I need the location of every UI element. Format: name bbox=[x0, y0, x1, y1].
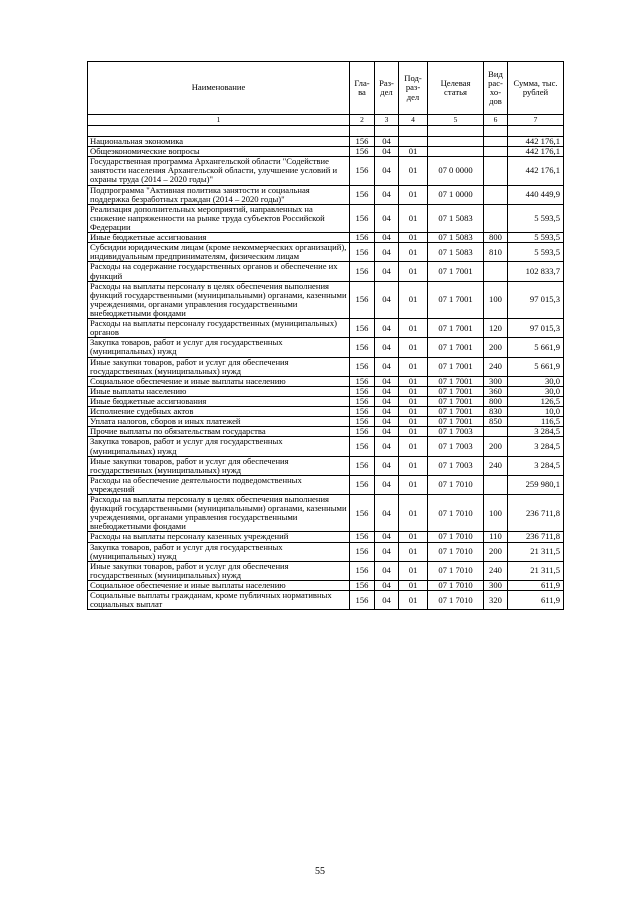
cell-target: 07 1 5083 bbox=[428, 243, 484, 262]
cell-vid: 810 bbox=[484, 243, 508, 262]
column-number: 6 bbox=[484, 115, 508, 126]
cell-vid: 320 bbox=[484, 591, 508, 610]
cell-name: Прочие выплаты по обязательствам государства bbox=[88, 427, 350, 437]
cell-sum: 21 311,5 bbox=[508, 542, 564, 561]
cell-podrazdel: 01 bbox=[399, 204, 428, 232]
cell-glava: 156 bbox=[350, 495, 375, 532]
cell-podrazdel: 01 bbox=[399, 396, 428, 406]
cell-glava: 156 bbox=[350, 407, 375, 417]
cell-glava: 156 bbox=[350, 281, 375, 318]
cell-razdel: 04 bbox=[375, 532, 399, 542]
table-row bbox=[88, 475, 564, 494]
cell-name: Иные закупки товаров, работ и услуг для обеспечения государственных (муниципальных) нужд bbox=[88, 561, 350, 580]
table-row bbox=[88, 427, 564, 437]
cell-name: Социальное обеспечение и иные выплаты населению bbox=[88, 581, 350, 591]
empty-cell bbox=[484, 126, 508, 137]
cell-razdel: 04 bbox=[375, 437, 399, 456]
table-row bbox=[88, 147, 564, 157]
cell-podrazdel: 01 bbox=[399, 542, 428, 561]
table-row bbox=[88, 157, 564, 185]
cell-target: 07 0 0000 bbox=[428, 157, 484, 185]
cell-name: Расходы на выплаты персоналу в целях обеспечения выполнения функций государственными (муниципальными) органами, казенными учреждениями, органами управления государственными внебюджетными фондами bbox=[88, 281, 350, 318]
header-vid: Вид рас-хо-дов bbox=[484, 62, 508, 115]
cell-target: 07 1 7010 bbox=[428, 532, 484, 542]
table-header bbox=[88, 62, 564, 115]
cell-vid bbox=[484, 262, 508, 281]
cell-vid bbox=[484, 185, 508, 204]
cell-target: 07 1 7010 bbox=[428, 495, 484, 532]
table-row bbox=[88, 338, 564, 357]
cell-podrazdel: 01 bbox=[399, 262, 428, 281]
cell-target: 07 1 7003 bbox=[428, 427, 484, 437]
cell-name: Социальные выплаты гражданам, кроме публичных нормативных социальных выплат bbox=[88, 591, 350, 610]
cell-razdel: 04 bbox=[375, 157, 399, 185]
spacer-row bbox=[88, 126, 564, 137]
empty-cell bbox=[88, 126, 350, 137]
cell-sum: 5 661,9 bbox=[508, 357, 564, 376]
cell-name: Субсидии юридическим лицам (кроме некоммерческих организаций), индивидуальным предпринимателям, физическим лицам bbox=[88, 243, 350, 262]
cell-name: Закупка товаров, работ и услуг для государственных (муниципальных) нужд bbox=[88, 338, 350, 357]
cell-razdel: 04 bbox=[375, 542, 399, 561]
cell-razdel: 04 bbox=[375, 581, 399, 591]
column-number: 4 bbox=[399, 115, 428, 126]
cell-name: Реализация дополнительных мероприятий, направленных на снижение напряженности на рынке труда субъектов Российской Федерации bbox=[88, 204, 350, 232]
cell-vid bbox=[484, 147, 508, 157]
cell-vid: 240 bbox=[484, 456, 508, 475]
cell-target: 07 1 7001 bbox=[428, 396, 484, 406]
table-row bbox=[88, 437, 564, 456]
cell-sum: 442 176,1 bbox=[508, 147, 564, 157]
table-row bbox=[88, 495, 564, 532]
cell-glava: 156 bbox=[350, 542, 375, 561]
table-row bbox=[88, 581, 564, 591]
cell-podrazdel: 01 bbox=[399, 281, 428, 318]
cell-vid bbox=[484, 157, 508, 185]
table-row bbox=[88, 417, 564, 427]
cell-vid: 800 bbox=[484, 233, 508, 243]
cell-sum: 5 593,5 bbox=[508, 243, 564, 262]
empty-cell bbox=[428, 126, 484, 137]
cell-sum: 10,0 bbox=[508, 407, 564, 417]
table-row bbox=[88, 243, 564, 262]
table-body bbox=[88, 115, 564, 610]
cell-sum: 442 176,1 bbox=[508, 157, 564, 185]
cell-target: 07 1 7001 bbox=[428, 262, 484, 281]
cell-vid: 360 bbox=[484, 386, 508, 396]
cell-name: Подпрограмма "Активная политика занятости и социальная поддержка безработных граждан (2014 – 2020 годы)" bbox=[88, 185, 350, 204]
cell-podrazdel: 01 bbox=[399, 532, 428, 542]
empty-cell bbox=[375, 126, 399, 137]
cell-razdel: 04 bbox=[375, 147, 399, 157]
column-number: 1 bbox=[88, 115, 350, 126]
header-name: Наименование bbox=[88, 62, 350, 115]
cell-razdel: 04 bbox=[375, 407, 399, 417]
empty-cell bbox=[508, 126, 564, 137]
cell-target: 07 1 7001 bbox=[428, 386, 484, 396]
cell-razdel: 04 bbox=[375, 262, 399, 281]
table-row bbox=[88, 532, 564, 542]
cell-razdel: 04 bbox=[375, 357, 399, 376]
cell-target bbox=[428, 147, 484, 157]
cell-sum: 97 015,3 bbox=[508, 281, 564, 318]
cell-name: Национальная экономика bbox=[88, 137, 350, 147]
cell-razdel: 04 bbox=[375, 204, 399, 232]
cell-glava: 156 bbox=[350, 475, 375, 494]
cell-podrazdel: 01 bbox=[399, 243, 428, 262]
header-sum: Сумма, тыс. рублей bbox=[508, 62, 564, 115]
cell-glava: 156 bbox=[350, 437, 375, 456]
column-number-row bbox=[88, 115, 564, 126]
cell-sum: 5 593,5 bbox=[508, 204, 564, 232]
cell-glava: 156 bbox=[350, 243, 375, 262]
cell-podrazdel: 01 bbox=[399, 376, 428, 386]
cell-target: 07 1 7001 bbox=[428, 357, 484, 376]
cell-vid bbox=[484, 475, 508, 494]
cell-target: 07 1 5083 bbox=[428, 233, 484, 243]
cell-target: 07 1 7001 bbox=[428, 338, 484, 357]
page-number: 55 bbox=[315, 866, 325, 877]
cell-vid: 200 bbox=[484, 542, 508, 561]
cell-name: Иные закупки товаров, работ и услуг для обеспечения государственных (муниципальных) нужд bbox=[88, 357, 350, 376]
cell-target: 07 1 7001 bbox=[428, 319, 484, 338]
table-row bbox=[88, 591, 564, 610]
cell-razdel: 04 bbox=[375, 591, 399, 610]
cell-glava: 156 bbox=[350, 396, 375, 406]
cell-target: 07 1 7010 bbox=[428, 561, 484, 580]
column-number: 5 bbox=[428, 115, 484, 126]
cell-glava: 156 bbox=[350, 427, 375, 437]
cell-name: Социальное обеспечение и иные выплаты населению bbox=[88, 376, 350, 386]
cell-name: Расходы на выплаты персоналу в целях обеспечения выполнения функций государственными (муниципальными) органами, казенными учреждениями, органами управления государственными внебюджетными фондами bbox=[88, 495, 350, 532]
cell-glava: 156 bbox=[350, 591, 375, 610]
cell-razdel: 04 bbox=[375, 475, 399, 494]
cell-glava: 156 bbox=[350, 262, 375, 281]
cell-vid: 100 bbox=[484, 281, 508, 318]
cell-sum: 3 284,5 bbox=[508, 456, 564, 475]
cell-vid: 240 bbox=[484, 561, 508, 580]
cell-razdel: 04 bbox=[375, 338, 399, 357]
cell-name: Иные выплаты населению bbox=[88, 386, 350, 396]
cell-target: 07 1 7001 bbox=[428, 407, 484, 417]
cell-podrazdel: 01 bbox=[399, 147, 428, 157]
cell-vid: 120 bbox=[484, 319, 508, 338]
cell-podrazdel: 01 bbox=[399, 338, 428, 357]
cell-target: 07 1 7010 bbox=[428, 542, 484, 561]
cell-podrazdel: 01 bbox=[399, 407, 428, 417]
cell-glava: 156 bbox=[350, 561, 375, 580]
cell-vid: 300 bbox=[484, 581, 508, 591]
cell-razdel: 04 bbox=[375, 185, 399, 204]
cell-razdel: 04 bbox=[375, 386, 399, 396]
cell-sum: 3 284,5 bbox=[508, 437, 564, 456]
cell-target: 07 1 7003 bbox=[428, 456, 484, 475]
cell-razdel: 04 bbox=[375, 396, 399, 406]
cell-sum: 442 176,1 bbox=[508, 137, 564, 147]
cell-vid: 100 bbox=[484, 495, 508, 532]
cell-name: Закупка товаров, работ и услуг для государственных (муниципальных) нужд bbox=[88, 542, 350, 561]
cell-podrazdel: 01 bbox=[399, 437, 428, 456]
cell-vid: 850 bbox=[484, 417, 508, 427]
table-row bbox=[88, 561, 564, 580]
cell-podrazdel: 01 bbox=[399, 475, 428, 494]
cell-podrazdel: 01 bbox=[399, 495, 428, 532]
cell-target: 07 1 0000 bbox=[428, 185, 484, 204]
cell-sum: 236 711,8 bbox=[508, 495, 564, 532]
cell-sum: 97 015,3 bbox=[508, 319, 564, 338]
column-number: 3 bbox=[375, 115, 399, 126]
cell-glava: 156 bbox=[350, 338, 375, 357]
cell-sum: 3 284,5 bbox=[508, 427, 564, 437]
cell-glava: 156 bbox=[350, 532, 375, 542]
cell-podrazdel bbox=[399, 137, 428, 147]
cell-target: 07 1 7010 bbox=[428, 591, 484, 610]
cell-razdel: 04 bbox=[375, 417, 399, 427]
cell-name: Расходы на выплаты персоналу государственных (муниципальных) органов bbox=[88, 319, 350, 338]
cell-sum: 611,9 bbox=[508, 591, 564, 610]
cell-podrazdel: 01 bbox=[399, 185, 428, 204]
cell-sum: 5 593,5 bbox=[508, 233, 564, 243]
cell-sum: 116,5 bbox=[508, 417, 564, 427]
cell-glava: 156 bbox=[350, 417, 375, 427]
cell-podrazdel: 01 bbox=[399, 157, 428, 185]
cell-target: 07 1 7003 bbox=[428, 437, 484, 456]
cell-podrazdel: 01 bbox=[399, 233, 428, 243]
cell-glava: 156 bbox=[350, 386, 375, 396]
cell-sum: 30,0 bbox=[508, 386, 564, 396]
cell-sum: 102 833,7 bbox=[508, 262, 564, 281]
header-razdel: Раз-дел bbox=[375, 62, 399, 115]
cell-glava: 156 bbox=[350, 319, 375, 338]
cell-sum: 259 980,1 bbox=[508, 475, 564, 494]
table-row bbox=[88, 386, 564, 396]
cell-podrazdel: 01 bbox=[399, 591, 428, 610]
cell-sum: 440 449,9 bbox=[508, 185, 564, 204]
cell-vid: 200 bbox=[484, 338, 508, 357]
table-row bbox=[88, 233, 564, 243]
table-row bbox=[88, 281, 564, 318]
cell-vid bbox=[484, 137, 508, 147]
cell-sum: 236 711,8 bbox=[508, 532, 564, 542]
cell-razdel: 04 bbox=[375, 456, 399, 475]
cell-vid: 830 bbox=[484, 407, 508, 417]
cell-target: 07 1 7001 bbox=[428, 417, 484, 427]
cell-sum: 30,0 bbox=[508, 376, 564, 386]
column-number: 2 bbox=[350, 115, 375, 126]
cell-name: Общеэкономические вопросы bbox=[88, 147, 350, 157]
table-row bbox=[88, 357, 564, 376]
cell-razdel: 04 bbox=[375, 137, 399, 147]
cell-glava: 156 bbox=[350, 581, 375, 591]
cell-sum: 126,5 bbox=[508, 396, 564, 406]
column-number: 7 bbox=[508, 115, 564, 126]
table-row bbox=[88, 542, 564, 561]
cell-name: Исполнение судебных актов bbox=[88, 407, 350, 417]
table-row bbox=[88, 185, 564, 204]
table-row bbox=[88, 396, 564, 406]
table-row bbox=[88, 319, 564, 338]
cell-vid bbox=[484, 427, 508, 437]
cell-glava: 156 bbox=[350, 137, 375, 147]
cell-target: 07 1 7010 bbox=[428, 475, 484, 494]
cell-target: 07 1 7001 bbox=[428, 376, 484, 386]
table-row bbox=[88, 137, 564, 147]
cell-target: 07 1 7001 bbox=[428, 281, 484, 318]
cell-glava: 156 bbox=[350, 376, 375, 386]
cell-razdel: 04 bbox=[375, 233, 399, 243]
cell-glava: 156 bbox=[350, 147, 375, 157]
cell-podrazdel: 01 bbox=[399, 357, 428, 376]
cell-razdel: 04 bbox=[375, 427, 399, 437]
cell-razdel: 04 bbox=[375, 376, 399, 386]
table-row bbox=[88, 407, 564, 417]
cell-podrazdel: 01 bbox=[399, 561, 428, 580]
cell-target bbox=[428, 137, 484, 147]
cell-vid: 800 bbox=[484, 396, 508, 406]
cell-name: Уплата налогов, сборов и иных платежей bbox=[88, 417, 350, 427]
header-glava: Гла-ва bbox=[350, 62, 375, 115]
cell-glava: 156 bbox=[350, 456, 375, 475]
cell-vid: 240 bbox=[484, 357, 508, 376]
cell-name: Иные бюджетные ассигнования bbox=[88, 233, 350, 243]
cell-vid: 110 bbox=[484, 532, 508, 542]
empty-cell bbox=[399, 126, 428, 137]
cell-name: Иные закупки товаров, работ и услуг для обеспечения государственных (муниципальных) нужд bbox=[88, 456, 350, 475]
cell-podrazdel: 01 bbox=[399, 386, 428, 396]
cell-razdel: 04 bbox=[375, 561, 399, 580]
cell-name: Государственная программа Архангельской области "Содействие занятости населения Архангельской области, улучшение условий и охраны труда (2014 – 2020 годы)" bbox=[88, 157, 350, 185]
cell-glava: 156 bbox=[350, 204, 375, 232]
cell-razdel: 04 bbox=[375, 281, 399, 318]
cell-podrazdel: 01 bbox=[399, 581, 428, 591]
table-row bbox=[88, 262, 564, 281]
cell-vid bbox=[484, 204, 508, 232]
cell-name: Закупка товаров, работ и услуг для государственных (муниципальных) нужд bbox=[88, 437, 350, 456]
cell-target: 07 1 5083 bbox=[428, 204, 484, 232]
cell-glava: 156 bbox=[350, 185, 375, 204]
empty-cell bbox=[350, 126, 375, 137]
cell-glava: 156 bbox=[350, 357, 375, 376]
cell-name: Расходы на обеспечение деятельности подведомственных учреждений bbox=[88, 475, 350, 494]
cell-sum: 21 311,5 bbox=[508, 561, 564, 580]
table-row bbox=[88, 376, 564, 386]
cell-podrazdel: 01 bbox=[399, 427, 428, 437]
cell-podrazdel: 01 bbox=[399, 417, 428, 427]
cell-podrazdel: 01 bbox=[399, 319, 428, 338]
header-podrazdel: Под-раз-дел bbox=[399, 62, 428, 115]
cell-name: Расходы на содержание государственных органов и обеспечение их функций bbox=[88, 262, 350, 281]
cell-name: Иные бюджетные ассигнования bbox=[88, 396, 350, 406]
cell-podrazdel: 01 bbox=[399, 456, 428, 475]
cell-name: Расходы на выплаты персоналу казенных учреждений bbox=[88, 532, 350, 542]
table-row bbox=[88, 204, 564, 232]
cell-target: 07 1 7010 bbox=[428, 581, 484, 591]
cell-sum: 611,9 bbox=[508, 581, 564, 591]
cell-glava: 156 bbox=[350, 233, 375, 243]
cell-razdel: 04 bbox=[375, 495, 399, 532]
cell-sum: 5 661,9 bbox=[508, 338, 564, 357]
cell-razdel: 04 bbox=[375, 243, 399, 262]
cell-razdel: 04 bbox=[375, 319, 399, 338]
cell-vid: 300 bbox=[484, 376, 508, 386]
cell-glava: 156 bbox=[350, 157, 375, 185]
cell-vid: 200 bbox=[484, 437, 508, 456]
budget-table bbox=[87, 61, 564, 610]
table-row bbox=[88, 456, 564, 475]
header-target: Целевая статья bbox=[428, 62, 484, 115]
